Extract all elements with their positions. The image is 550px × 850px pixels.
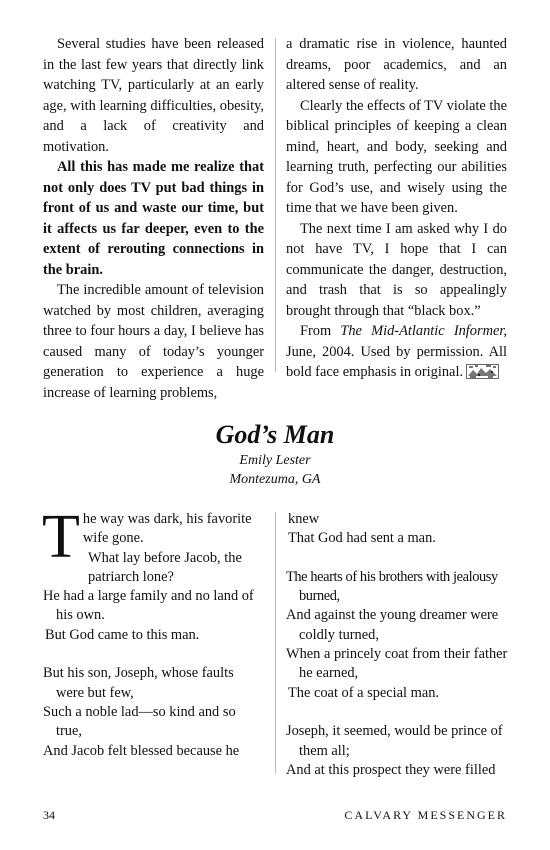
poem-title: God’s Man [215,420,335,449]
article-right-column [286,34,507,383]
poem-refrain: But God came to this man. [45,626,200,643]
article-paragraph-bold: All this has made me realize that not only does TV put bad things in front of us and waste our time, but it affects us far deeper, even to the extent of rerouting connections in the brain. [43,159,264,278]
poem-line: What lay before Jacob, the patriarch lone? [88,549,242,585]
credit-prefix: From [300,323,341,339]
credit-source: The Mid-Atlantic Informer, [340,323,507,339]
end-mark-icon [466,364,499,379]
page-number: 34 [43,808,55,822]
credit-suffix: June, 2004. Used by permission. All bold face emphasis in original. [286,343,507,380]
poem-line: Such a noble lad—so kind and so true, [43,703,236,740]
article-credit [286,321,507,383]
stanza-break [286,549,508,568]
poem-location: Montezuma, GA [229,472,321,487]
poem-column-divider [275,512,276,774]
article-paragraph: Clearly the effects of TV violate the biblical principles of keeping a clean mind, heart, and body, seeking and learning truth, perfecting our abilities for God’s use, and wisely using the time that we have been given. [286,97,507,216]
article-left-column [43,34,264,403]
article-paragraph: The incredible amount of television watched by most children, averaging three to four hours a day, I believe has caused many of today’s younger generation to experience a huge increase of learning problems, [43,282,264,401]
poem-line: Joseph, it seemed, would be prince of them all; [286,723,503,759]
article-paragraph: a dramatic rise in violence, haunted dreams, poor academics, and an altered sense of reality. [286,36,507,93]
poem-line: And at this prospect they were filled [286,761,496,778]
article-paragraph: The next time I am asked why I do not have TV, I hope that I can communicate the danger, destruction, and trash that is so appealingly brought through that “black box.” [286,220,507,319]
poem-left-column [42,503,265,761]
poem-line: And Jacob felt blessed because he [43,742,240,759]
poem-author: Emily Lester [239,453,311,468]
poem-right-column [286,510,508,780]
poem-line: And against the young dreamer were coldly turned, [286,607,499,643]
poem-refrain: The coat of a special man. [288,684,440,701]
poem-line: But his son, Joseph, whose faults were but few, [43,665,234,701]
stanza-break [286,703,508,722]
poem-line: He had a large family and no land of his own. [43,588,254,624]
article-paragraph: Several studies have been released in the last few years that directly link watching TV, particularly at an early age, with learning difficulties, obesity, and a lack of creativity and motivation. [43,36,264,155]
drop-cap: T [42,503,80,571]
poem-line: When a princely coat from their father he earned, [286,646,508,682]
poem-line: knew [288,511,320,527]
running-footer: CALVARY MESSENGER [344,808,507,822]
column-divider [275,38,276,372]
poem-line: he way was dark, his favorite wife gone. [82,511,252,547]
stanza-break [43,645,265,664]
poem-line: The hearts of his brothers with jealousy burned, [286,568,498,605]
poem-refrain: That God had sent a man. [288,530,436,547]
